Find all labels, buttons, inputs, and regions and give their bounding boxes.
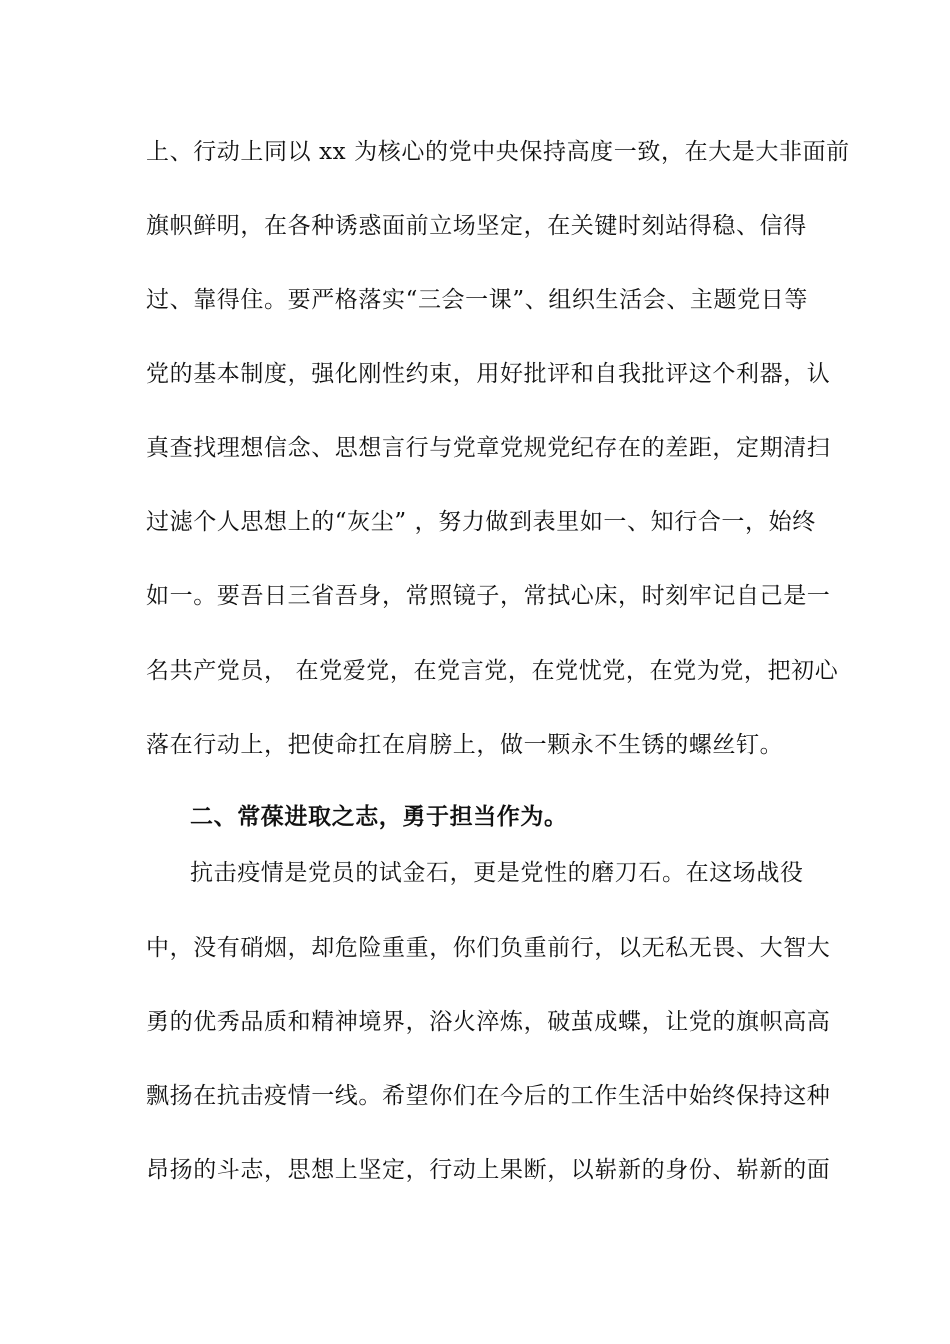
text-line: 真查找理想信念、思想言行与党章党规党纪存在的差距，定期清扫 <box>146 435 831 461</box>
text-line: 抗击疫情是党员的试金石，更是党性的磨刀石。在这场战役 <box>190 860 804 886</box>
text-line: 飘扬在抗击疫情一线。希望你们在今后的工作生活中始终保持这种 <box>146 1083 831 1109</box>
text-line: 如一。要吾日三省吾身，常照镜子，常拭心床，时刻牢记自己是一 <box>146 583 831 609</box>
section-heading: 二、常葆进取之志，勇于担当作为。 <box>190 803 568 830</box>
text-line: 昂扬的斗志，思想上坚定，行动上果断，以崭新的身份、崭新的面 <box>146 1157 831 1183</box>
text-line: 过、靠得住。要严格落实“三会一课”、组织生活会、主题党日等 <box>146 287 808 313</box>
text-line: 旗帜鲜明，在各种诱惑面前立场坚定，在关键时刻站得稳、信得 <box>146 213 807 239</box>
text-line: 上、行动上同以 xx 为核心的党中央保持高度一致，在大是大非面前 <box>146 139 850 165</box>
text-line: 名共产党员， 在党爱党，在党言党，在党忧党，在党为党，把初心 <box>146 658 839 684</box>
text-line: 过滤个人思想上的“灰尘” ，努力做到表里如一、知行合一，始终 <box>146 509 816 535</box>
text-line: 党的基本制度，强化刚性约束，用好批评和自我批评这个利器，认 <box>146 361 831 387</box>
text-line: 中，没有硝烟，却危险重重，你们负重前行，以无私无畏、大智大 <box>146 935 831 961</box>
text-line: 落在行动上，把使命扛在肩膀上，做一颗永不生锈的螺丝钉。 <box>146 732 784 758</box>
text-line: 勇的优秀品质和精神境界，浴火淬炼，破茧成蝶，让党的旗帜高高 <box>146 1009 831 1035</box>
